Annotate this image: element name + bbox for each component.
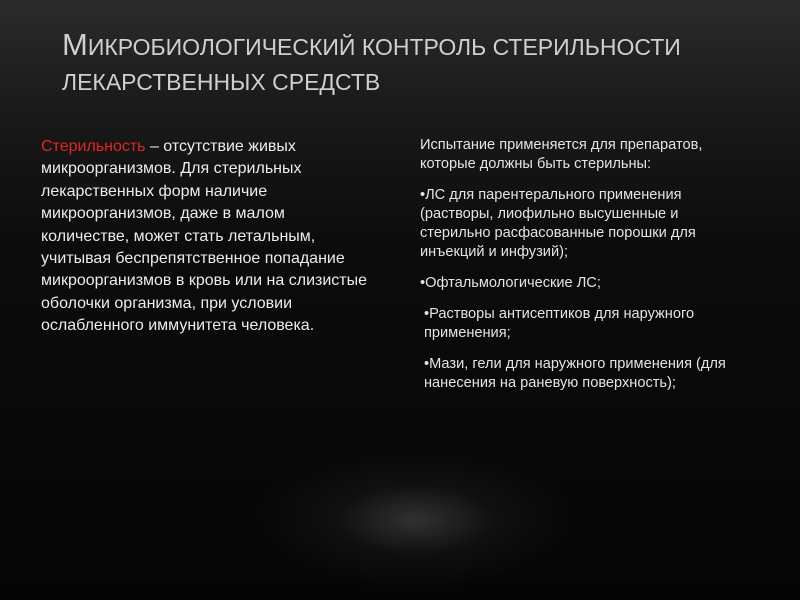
list-item: •Офтальмологические ЛС; (420, 274, 601, 291)
right-intro: Испытание применяется для препаратов, которые должны быть стерильны: (420, 137, 703, 172)
sterility-term: Стерильность (41, 138, 146, 155)
list-item: •ЛС для парентерального применения (растворы, лиофильно высушенные и стерильно расфасованные порошки для инъекций и инфузий); (420, 186, 696, 260)
title-line1: ИКРОБИОЛОГИЧЕСКИЙ КОНТРОЛЬ СТЕРИЛЬНОСТИ (87, 34, 681, 60)
right-column (420, 136, 750, 405)
list-item: •Мази, гели для наружного применения (для нанесения на раневую поверхность); (424, 355, 726, 391)
slide-title (62, 24, 762, 99)
title-line2: ЛЕКАРСТВЕННЫХ СРЕДСТВ (62, 68, 381, 95)
sterility-definition (41, 136, 371, 338)
left-column (41, 136, 371, 338)
title-initial: М (62, 27, 88, 62)
sterility-definition-text: – отсутствие живых микроорганизмов. Для стерильных лекарственных форм наличие микроорганизмов, даже в малом количестве, может стать летальным, учитывая беспрепятственное попадание микроорганизмов в кровь или на слизистые оболочки организма, при условии ослабленного иммунитета человека. (41, 138, 367, 335)
list-item: •Растворы антисептиков для наружного применения; (424, 305, 695, 341)
